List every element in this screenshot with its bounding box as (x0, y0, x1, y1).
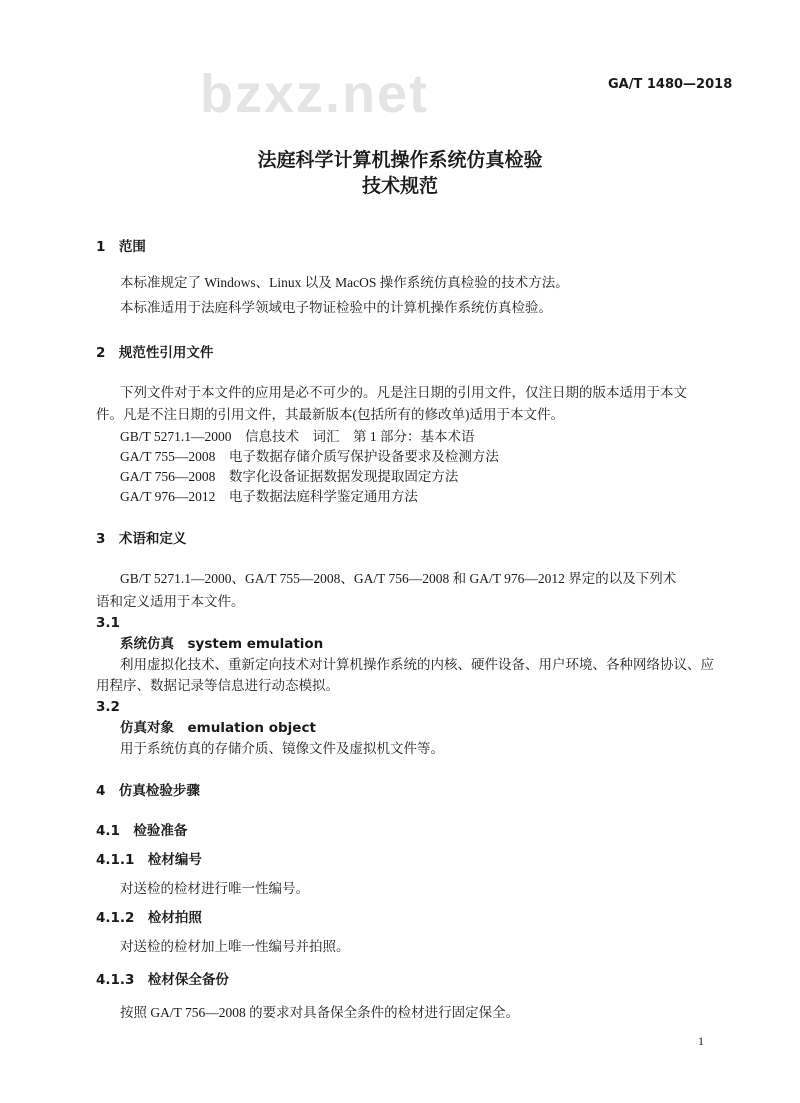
subsection-heading: 4.1 检验准备 (96, 823, 188, 839)
subsection-heading: 4.1.1 检材编号 (96, 852, 202, 868)
paragraph: 语和定义适用于本文件。 (96, 594, 245, 609)
paragraph: 本标准规定了 Windows、Linux 以及 MacOS 操作系统仿真检验的技术方法。 (120, 275, 569, 290)
paragraph: 本标准适用于法庭科学领域电子物证检验中的计算机操作系统仿真检验。 (120, 300, 552, 315)
reference-item: GA/T 756—2008 数字化设备证据数据发现提取固定方法 (120, 469, 459, 484)
paragraph: 按照 GA/T 756—2008 的要求对具备保全条件的检材进行固定保全。 (120, 1005, 520, 1020)
title-line-2: 技术规范 (361, 175, 438, 197)
reference-item: GA/T 755—2008 电子数据存储介质写保护设备要求及检测方法 (120, 449, 499, 464)
reference-item: GA/T 976—2012 电子数据法庭科学鉴定通用方法 (120, 489, 418, 504)
definition: 利用虚拟化技术、重新定向技术对计算机操作系统的内核、硬件设备、用户环境、各种网络协议、应 (120, 657, 714, 672)
term: 仿真对象 emulation object (120, 720, 316, 736)
paragraph: GB/T 5271.1—2000、GA/T 755—2008、GA/T 756—2008 和 GA/T 976—2012 界定的以及下列术 (120, 571, 677, 586)
term-number: 3.2 (96, 699, 120, 715)
definition: 用于系统仿真的存储介质、镜像文件及虚拟机文件等。 (120, 741, 444, 756)
term: 系统仿真 system emulation (120, 636, 324, 652)
page-number: 1 (698, 1034, 704, 1048)
paragraph: 对送检的检材进行唯一性编号。 (120, 881, 309, 896)
definition: 用程序、数据记录等信息进行动态模拟。 (96, 678, 339, 693)
section-4-heading: 4 仿真检验步骤 (96, 783, 200, 799)
paragraph: 下列文件对于本文件的应用是必不可少的。凡是注日期的引用文件，仅注日期的版本适用于本文 (120, 385, 687, 400)
term-number: 3.1 (96, 615, 120, 631)
paragraph: 件。凡是不注日期的引用文件，其最新版本(包括所有的修改单)适用于本文件。 (96, 407, 564, 422)
section-2-heading: 2 规范性引用文件 (96, 345, 214, 361)
reference-item: GB/T 5271.1—2000 信息技术 词汇 第 1 部分：基本术语 (120, 429, 475, 444)
section-1-heading: 1 范围 (96, 239, 146, 255)
subsection-heading: 4.1.2 检材拍照 (96, 910, 202, 926)
paragraph: 对送检的检材加上唯一性编号并拍照。 (120, 939, 350, 954)
title-line-1: 法庭科学计算机操作系统仿真检验 (257, 149, 543, 171)
section-3-heading: 3 术语和定义 (96, 531, 187, 547)
watermark: bzxz.net (200, 64, 430, 124)
subsection-heading: 4.1.3 检材保全备份 (96, 972, 229, 988)
standard-number: GA/T 1480—2018 (608, 77, 733, 92)
